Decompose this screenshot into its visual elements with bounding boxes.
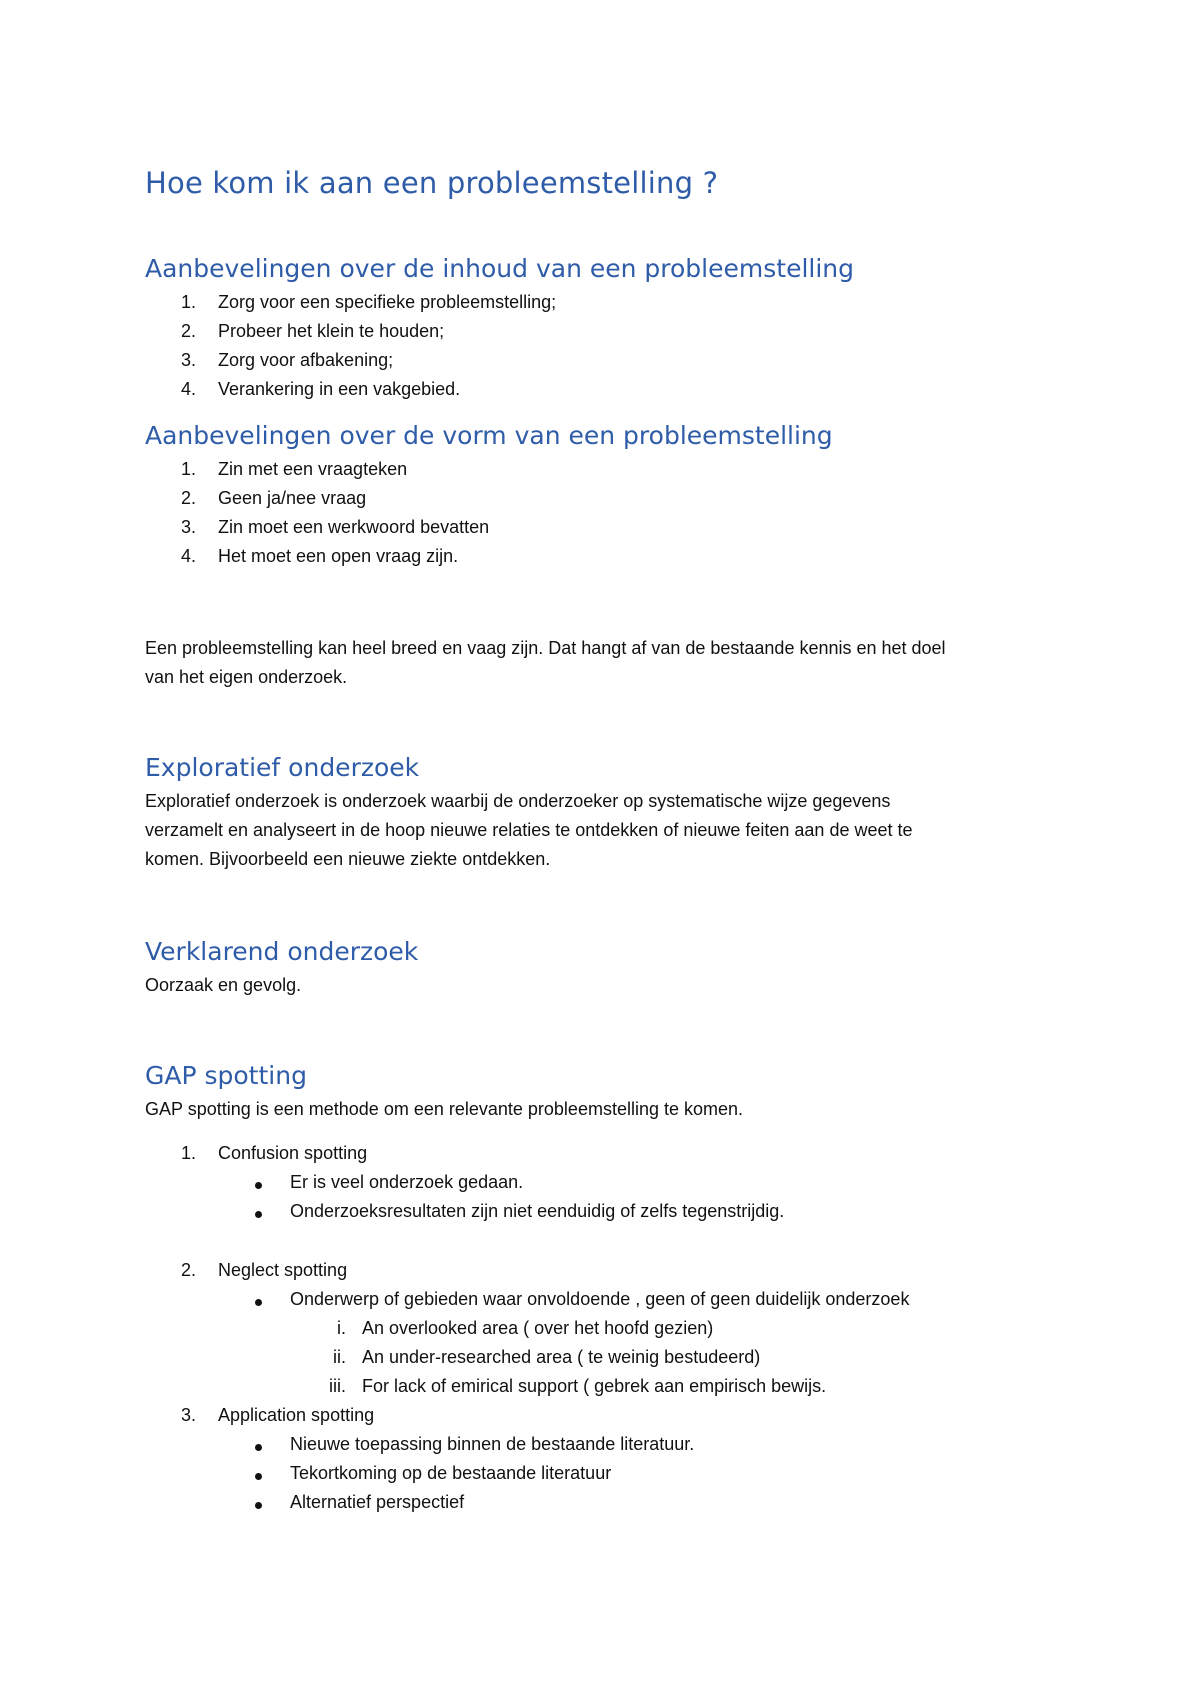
list-marker: 3. bbox=[180, 517, 196, 537]
list-marker: 1. bbox=[180, 292, 196, 312]
roman-marker: iii. bbox=[329, 1376, 346, 1396]
list-item: Zin moet een werkwoord bevatten bbox=[218, 517, 490, 537]
sub-item: An under-researched area ( te weinig bestudeerd) bbox=[362, 1347, 761, 1367]
bullet-item: Alternatief perspectief bbox=[290, 1492, 465, 1512]
list-marker: 1. bbox=[180, 1143, 196, 1163]
paragraph-line: van het eigen onderzoek. bbox=[145, 667, 348, 687]
page-title: Hoe kom ik aan een probleemstelling ? bbox=[145, 166, 719, 200]
list-item: Probeer het klein te houden; bbox=[218, 321, 445, 341]
list-marker: 4. bbox=[180, 546, 196, 566]
list-marker: 3. bbox=[180, 1405, 196, 1425]
roman-marker: ii. bbox=[333, 1347, 346, 1367]
list-item: Zorg voor afbakening; bbox=[218, 350, 394, 370]
heading-verklarend: Verklarend onderzoek bbox=[145, 937, 419, 966]
list-marker: 2. bbox=[180, 321, 196, 341]
list-marker: 2. bbox=[180, 488, 196, 508]
sub-item: For lack of emirical support ( gebrek aan empirisch bewijs. bbox=[362, 1376, 827, 1396]
bullet-icon bbox=[255, 1211, 262, 1218]
list-item: Geen ja/nee vraag bbox=[218, 488, 367, 508]
heading-vorm: Aanbevelingen over de vorm van een probleemstelling bbox=[145, 421, 833, 450]
bullet-icon bbox=[255, 1182, 262, 1189]
heading-exploratief: Exploratief onderzoek bbox=[145, 753, 420, 782]
bullet-icon bbox=[255, 1473, 262, 1480]
list-marker: 4. bbox=[180, 379, 196, 399]
sub-item: An overlooked area ( over het hoofd gezien) bbox=[362, 1318, 714, 1338]
bullet-item: Onderzoeksresultaten zijn niet eenduidig of zelfs tegenstrijdig. bbox=[290, 1201, 785, 1221]
paragraph-line: verzamelt en analyseert in de hoop nieuwe relaties te ontdekken of nieuwe feiten aan de weet te bbox=[145, 820, 913, 840]
paragraph-line: Een probleemstelling kan heel breed en vaag zijn. Dat hangt af van de bestaande kennis en het doel bbox=[145, 638, 946, 658]
bullet-item: Tekortkoming op de bestaande literatuur bbox=[290, 1463, 612, 1483]
list-item: Het moet een open vraag zijn. bbox=[218, 546, 459, 566]
bullet-item: Nieuwe toepassing binnen de bestaande literatuur. bbox=[290, 1434, 695, 1454]
paragraph-line: Exploratief onderzoek is onderzoek waarbij de onderzoeker op systematische wijze gegevens bbox=[145, 791, 891, 811]
list-marker: 2. bbox=[180, 1260, 196, 1280]
list-item: Application spotting bbox=[218, 1405, 375, 1425]
bullet-icon bbox=[255, 1299, 262, 1306]
bullet-item: Er is veel onderzoek gedaan. bbox=[290, 1172, 524, 1192]
heading-gap-spotting: GAP spotting bbox=[145, 1061, 307, 1090]
list-marker: 1. bbox=[180, 459, 196, 479]
bullet-icon bbox=[255, 1502, 262, 1509]
paragraph-line: GAP spotting is een methode om een relevante probleemstelling te komen. bbox=[145, 1099, 744, 1119]
paragraph-line: komen. Bijvoorbeeld een nieuwe ziekte ontdekken. bbox=[145, 849, 551, 869]
paragraph-line: Oorzaak en gevolg. bbox=[145, 975, 302, 995]
list-item: Confusion spotting bbox=[218, 1143, 368, 1163]
bullet-icon bbox=[255, 1444, 262, 1451]
list-item: Zorg voor een specifieke probleemstelling; bbox=[218, 292, 557, 312]
heading-inhoud: Aanbevelingen over de inhoud van een probleemstelling bbox=[145, 254, 854, 283]
roman-marker: i. bbox=[337, 1318, 346, 1338]
list-item: Zin met een vraagteken bbox=[218, 459, 408, 479]
list-item: Neglect spotting bbox=[218, 1260, 348, 1280]
list-item: Verankering in een vakgebied. bbox=[218, 379, 461, 399]
bullet-item: Onderwerp of gebieden waar onvoldoende , geen of geen duidelijk onderzoek bbox=[290, 1289, 910, 1309]
list-marker: 3. bbox=[180, 350, 196, 370]
